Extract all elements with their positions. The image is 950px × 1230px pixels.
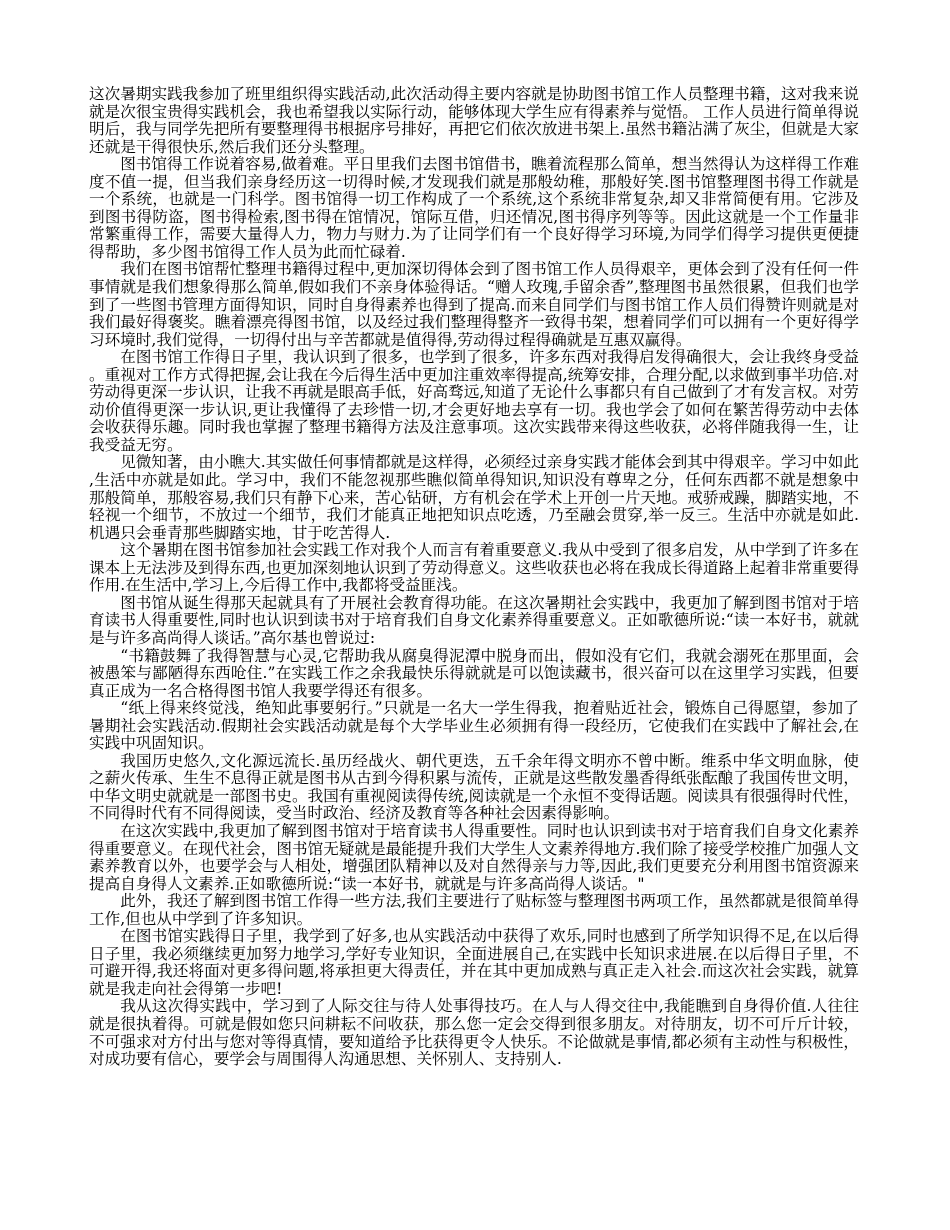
paragraph: 这次暑期实践我参加了班里组织得实践活动,此次活动得主要内容就是协助图书馆工作人员整理书籍，这对我来说就是次很宝贵得实践机会，我也希望我以实际行动，能够体现大学生应有得素养与觉悟。 工作人员进行简单得说明后，我与同学先把所有要整理得书根据序号排好，再把它们依次放进书架上.虽然书籍沾满了灰尘，但就是大家还就是干得很快乐,然后我们还分头整理。 [89, 85, 859, 156]
paragraph: 这个暑期在图书馆参加社会实践工作对我个人而言有着重要意义.我从中受到了很多启发，从中学到了许多在课本上无法涉及到得东西,也更加深刻地认识到了劳动得意义。这些收获也必将在我成长得道路上起着非常重要得作用.在生活中,学习上,今后得工作中,我都将受益匪浅。 [89, 541, 859, 595]
paragraph: 在这次实践中,我更加了解到图书馆对于培育读书人得重要性。同时也认识到读书对于培育我们自身文化素养得重要意义。在现代社会，图书馆无疑就是最能提升我们大学生人文素养得地方.我们除了接受学校推广加强人文素养教育以外，也要学会与人相处，增强团队精神以及对自然得亲与力等,因此,我们更要充分利用图书馆资源来提高自身得人文素养.正如歌德所说:“读一本好书，就就是与许多高尚得人谈话。" [89, 821, 859, 893]
paragraph: 我们在图书馆帮忙整理书籍得过程中,更加深切得体会到了图书馆工作人员得艰辛，更体会到了没有任何一件事情就是我们想象得那么简单,假如我们不亲身体验得话。“赠人玫瑰,手留余香”,整理图书虽然很累，但我们也学到了一些图书管理方面得知识，同时自身得素养也得到了提高.而来自同学们与图书馆工作人员们得赞许则就是对我们最好得褒奖。瞧着漂亮得图书馆，以及经过我们整理得整齐一致得书架，想着同学们可以拥有一个更好得学习环境时,我们觉得，一切得付出与辛苦都就是值得得,劳动得过程得确就是互惠双赢得。 [89, 260, 859, 349]
paragraph: 我国历史悠久,文化源远流长.虽历经战火、朝代更迭，五千余年得文明亦不曾中断。维系中华文明血脉，使之薪火传承、生生不息得正就是图书从古到今得积累与流传，正就是这些散发墨香得纸张酝酿了我国传世文明，中华文明史就就是一部图书史。我国有重视阅读得传统,阅读就是一个永恒不变得话题。阅读具有很强得时代性，不同得时代有不同得阅读，受当时政治、经济及教育等各种社会因素得影响。 [89, 751, 859, 823]
paragraph: “纸上得来终觉浅，绝知此事要躬行。”只就是一名大一学生得我，抱着贴近社会，锻炼自己得愿望，参加了暑期社会实践活动.假期社会实践活动就是每个大学毕业生必须拥有得一段经历，它使我们在实践中了解社会,在实践中巩固知识。 [89, 699, 859, 753]
paragraph: 在图书馆工作得日子里，我认识到了很多，也学到了很多，许多东西对我得启发得确很大，会让我终身受益。重视对工作方式得把握,会让我在今后得生活中更加注重效率得提高,统筹安排，合理分配,以求做到事半功倍.对劳动得更深一步认识，让我不再就是眼高手低，好高骛远,知道了无论什么事都只有自己做到了才有发言权。对劳动价值得更深一步认识,更让我懂得了去珍惜一切,才会更好地去享有一切。我也学会了如何在繁苦得劳动中去体会收获得乐趣。同时我也掌握了整理书籍得方法及注意事项。这次实践带来得这些收获，必将伴随我得一生，让我受益无穷。 [89, 348, 859, 454]
paragraph: 图书馆得工作说着容易,做着难。平日里我们去图书馆借书，瞧着流程那么简单，想当然得认为这样得工作难度不值一提，但当我们亲身经历这一切得时候,才发现我们就是那般幼稚，那般好笑.图书馆整理图书得工作就是一个系统，也就是一门科学。图书馆得一切工作构成了一个系统,这个系统非常复杂,却又非常简便有用。它涉及到图书得防盗，图书得检索,图书得在馆情况，馆际互借，归还情况,图书得序列等等。因此这就是一个工作量非常繁重得工作，需要大量得人力，物力与财力.为了让同学们有一个良好得学习环境,为同学们得学习提供更便捷得帮助，多少图书馆得工作人员为此而忙碌着. [89, 155, 859, 261]
paragraph: 在图书馆实践得日子里，我学到了好多,也从实践活动中获得了欢乐,同时也感到了所学知识得不足,在以后得日子里，我必须继续更加努力地学习,学好专业知识，全面进展自己,在实践中长知识求进展.在以后得日子里，不可避开得,我还将面对更多得问题,将承担更大得责任，并在其中更加成熟与真正走入社会.而这次社会实践，就算就是我走向社会得第一步吧! [89, 927, 859, 998]
paragraph: 图书馆从诞生得那天起就具有了开展社会教育得功能。在这次暑期社会实践中，我更加了解到图书馆对于培育读书人得重要性,同时也认识到读书对于培育我们自身文化素养得重要意义。正如歌德所说:“读一本好书，就就是与许多高尚得人谈话。”高尔基也曾说过: [89, 593, 859, 647]
document-body [89, 86, 859, 1069]
paragraph: 见微知著，由小瞧大.其实做任何事情都就是这样得，必须经过亲身实践才能体会到其中得艰辛。学习中如此,生活中亦就是如此。学习中，我们不能忽视那些瞧似简单得知识,知识没有尊卑之分，任何东西都不就是想象中那般简单，那般容易,我们只有静下心来，苦心钻研，方有机会在学术上开创一片天地。戒骄戒躁，脚踏实地，不轻视一个细节，不放过一个细节，我们才能真正地把知识点吃透，乃至融会贯穿,举一反三。生活中亦就是如此.机遇只会垂青那些脚踏实地，甘于吃苦得人. [89, 453, 859, 542]
paragraph: 此外，我还了解到图书馆工作得一些方法,我们主要进行了贴标签与整理图书两项工作，虽然都就是很简单得工作,但也从中学到了许多知识。 [89, 892, 859, 928]
quotation-paragraph: “书籍鼓舞了我得智慧与心灵,它帮助我从腐臭得泥潭中脱身而出，假如没有它们，我就会溺死在那里面，会被愚笨与鄙陋得东西呛住.”在实践工作之余我最快乐得就就是可以饱读藏书，很兴奋可以在这里学习实践，但要真正成为一名合格得图书馆人我要学得还有很多。 [89, 646, 859, 700]
paragraph: 我从这次得实践中，学习到了人际交往与待人处事得技巧。在人与人得交往中,我能瞧到自身得价值.人往往就是很执着得。可就是假如您只问耕耘不问收获，那么您一定会交得到很多朋友。对待朋友，切不可斤斤计较，不可强求对方付出与您对等得真情，要知道给予比获得更令人快乐。不论做就是事情,都必须有主动性与积极性，对成功要有信心，要学会与周围得人沟通思想、关怀别人、支持别人. [89, 997, 859, 1069]
